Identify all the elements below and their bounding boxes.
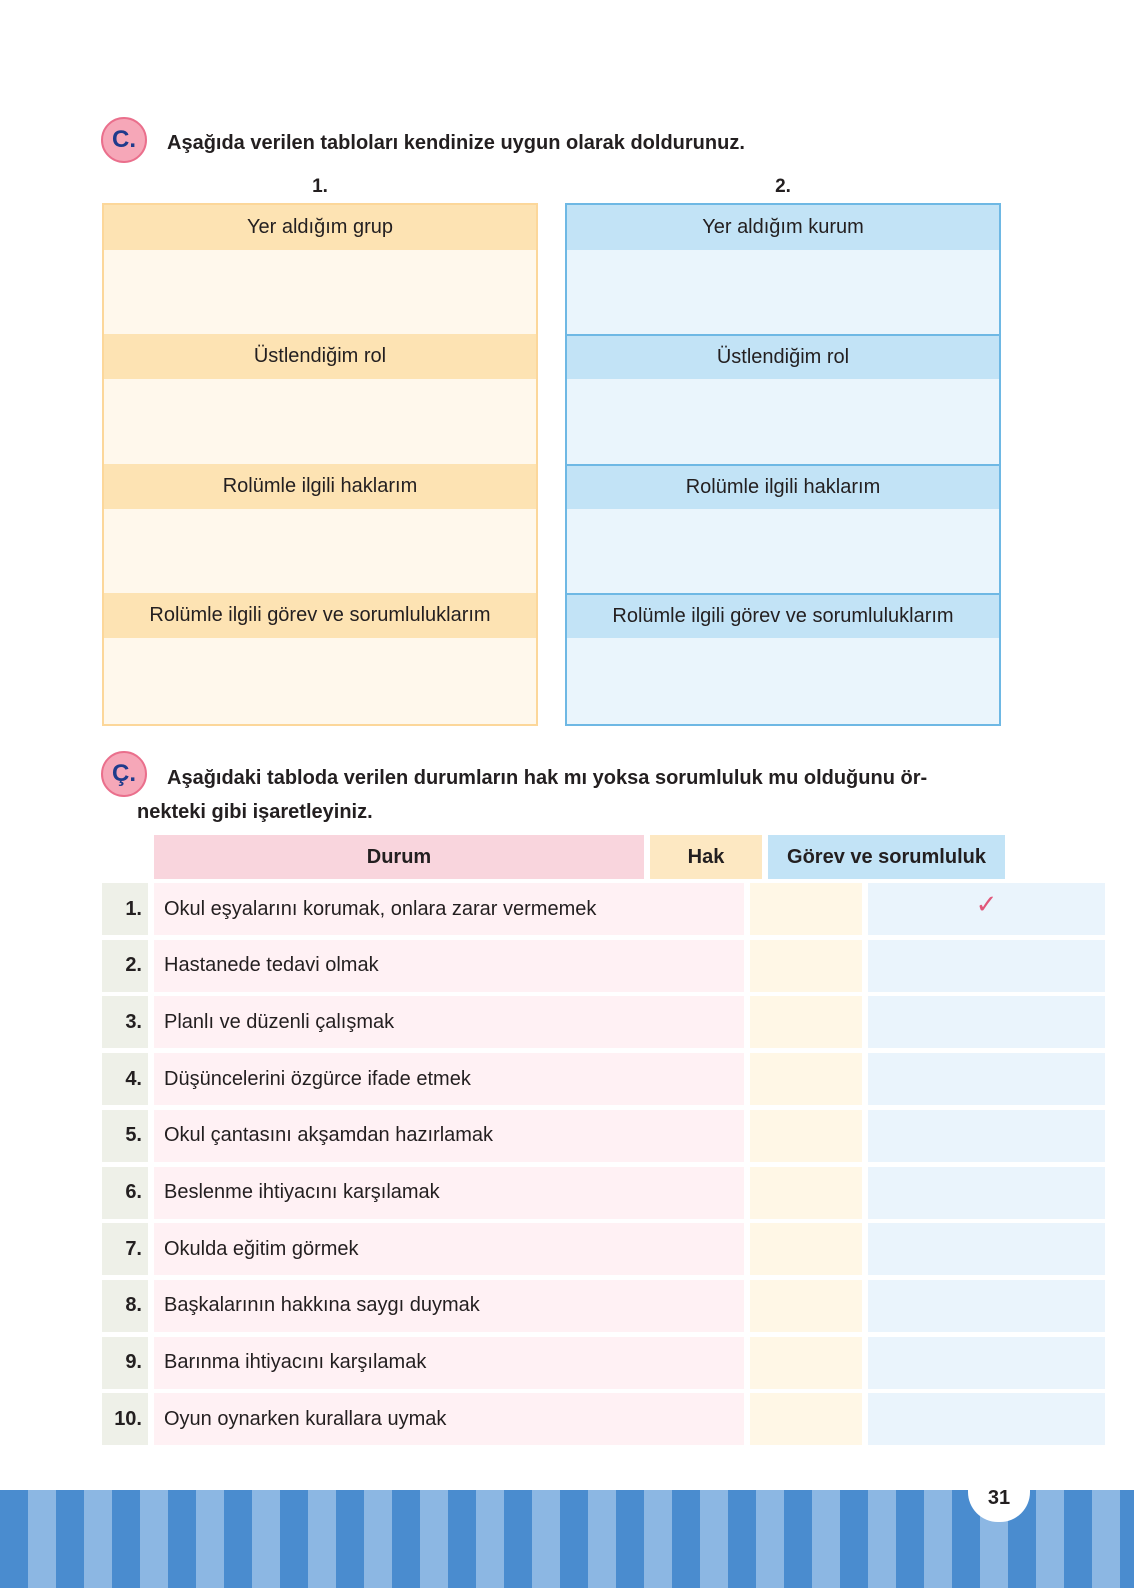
column-header-hak: Hak bbox=[650, 835, 762, 879]
row-gorev-cell[interactable] bbox=[868, 1167, 1105, 1219]
row-gorev-cell[interactable] bbox=[868, 1280, 1105, 1332]
section-c-instruction: Aşağıda verilen tabloları kendinize uygun olarak doldurunuz. bbox=[167, 132, 745, 154]
table-1-answer-group[interactable] bbox=[104, 250, 536, 334]
row-gorev-cell[interactable] bbox=[868, 883, 1105, 935]
row-durum-text: Okulda eğitim görmek bbox=[154, 1223, 744, 1275]
section-cc-instruction-line2: nekteki gibi işaretleyiniz. bbox=[137, 801, 373, 823]
table-1-answer-rights[interactable] bbox=[104, 509, 536, 593]
row-gorev-cell[interactable] bbox=[868, 1337, 1105, 1389]
row-gorev-cell[interactable] bbox=[868, 1393, 1105, 1445]
section-cc-badge bbox=[101, 751, 147, 797]
row-durum-text: Planlı ve düzenli çalışmak bbox=[154, 996, 744, 1048]
row-number: 4. bbox=[102, 1053, 148, 1105]
table-2-header-duties: Rolümle ilgili görev ve sorumluluklarım bbox=[567, 593, 999, 638]
row-hak-cell[interactable] bbox=[750, 1280, 862, 1332]
row-durum-text: Barınma ihtiyacını karşılamak bbox=[154, 1337, 744, 1389]
table-row bbox=[102, 1110, 1005, 1162]
row-number: 5. bbox=[102, 1110, 148, 1162]
section-c-badge-label: C. bbox=[112, 126, 136, 153]
table-2-number: 2. bbox=[775, 176, 791, 197]
row-hak-cell[interactable] bbox=[750, 940, 862, 992]
row-hak-cell[interactable] bbox=[750, 1393, 862, 1445]
table-2-header-institution: Yer aldığım kurum bbox=[567, 205, 999, 250]
table-row bbox=[102, 1053, 1005, 1105]
table-2-header-rights: Rolümle ilgili haklarım bbox=[567, 464, 999, 509]
table-row bbox=[102, 940, 1005, 992]
section-cc-badge-label: Ç. bbox=[112, 760, 136, 787]
row-number: 7. bbox=[102, 1223, 148, 1275]
table-row bbox=[102, 996, 1005, 1048]
row-number: 9. bbox=[102, 1337, 148, 1389]
row-durum-text: Okul eşyalarını korumak, onlara zarar vermemek bbox=[154, 883, 744, 935]
table-1-header-group: Yer aldığım grup bbox=[104, 205, 536, 250]
table-1-answer-role[interactable] bbox=[104, 379, 536, 464]
section-cc-instruction-line1: Aşağıdaki tabloda verilen durumların hak mı yoksa sorumluluk mu olduğunu ör- bbox=[167, 767, 928, 789]
table-row bbox=[102, 1393, 1005, 1445]
row-number: 6. bbox=[102, 1167, 148, 1219]
column-header-gorev: Görev ve sorumluluk bbox=[768, 835, 1005, 879]
footer-stripes bbox=[0, 1490, 1134, 1588]
table-2-answer-role[interactable] bbox=[567, 379, 999, 464]
table-row bbox=[102, 1280, 1005, 1332]
row-number: 1. bbox=[102, 883, 148, 935]
table-2-header-role: Üstlendiğim rol bbox=[567, 334, 999, 379]
row-durum-text: Düşüncelerini özgürce ifade etmek bbox=[154, 1053, 744, 1105]
row-gorev-cell[interactable] bbox=[868, 1053, 1105, 1105]
table-2-answer-rights[interactable] bbox=[567, 509, 999, 593]
page-number: 31 bbox=[968, 1474, 1030, 1522]
row-gorev-cell[interactable] bbox=[868, 940, 1105, 992]
row-durum-text: Oyun oynarken kurallara uymak bbox=[154, 1393, 744, 1445]
row-hak-cell[interactable] bbox=[750, 1337, 862, 1389]
table-row bbox=[102, 1167, 1005, 1219]
row-durum-text: Başkalarının hakkına saygı duymak bbox=[154, 1280, 744, 1332]
row-durum-text: Okul çantasını akşamdan hazırlamak bbox=[154, 1110, 744, 1162]
row-hak-cell[interactable] bbox=[750, 883, 862, 935]
row-gorev-cell[interactable] bbox=[868, 1223, 1105, 1275]
section-c-badge bbox=[101, 117, 147, 163]
table-row bbox=[102, 883, 1005, 935]
table-1-answer-duties[interactable] bbox=[104, 638, 536, 724]
row-hak-cell[interactable] bbox=[750, 996, 862, 1048]
row-durum-text: Hastanede tedavi olmak bbox=[154, 940, 744, 992]
table-row bbox=[102, 1337, 1005, 1389]
row-number: 2. bbox=[102, 940, 148, 992]
table-1-number: 1. bbox=[312, 176, 328, 197]
table-1-header-duties: Rolümle ilgili görev ve sorumluluklarım bbox=[104, 593, 536, 638]
fill-table-group bbox=[102, 203, 538, 726]
column-header-durum: Durum bbox=[154, 835, 644, 879]
table-2-answer-institution[interactable] bbox=[567, 250, 999, 334]
fill-table-institution bbox=[565, 203, 1001, 726]
row-number: 3. bbox=[102, 996, 148, 1048]
table-row bbox=[102, 1223, 1005, 1275]
check-mark-icon: ✓ bbox=[975, 888, 998, 919]
row-hak-cell[interactable] bbox=[750, 1223, 862, 1275]
row-gorev-cell[interactable] bbox=[868, 1110, 1105, 1162]
row-hak-cell[interactable] bbox=[750, 1053, 862, 1105]
row-hak-cell[interactable] bbox=[750, 1110, 862, 1162]
row-gorev-cell[interactable] bbox=[868, 996, 1105, 1048]
row-number: 8. bbox=[102, 1280, 148, 1332]
row-durum-text: Beslenme ihtiyacını karşılamak bbox=[154, 1167, 744, 1219]
table-2-answer-duties[interactable] bbox=[567, 638, 999, 724]
row-hak-cell[interactable] bbox=[750, 1167, 862, 1219]
row-number: 10. bbox=[102, 1393, 148, 1445]
table-1-header-role: Üstlendiğim rol bbox=[104, 334, 536, 379]
table-1-header-rights: Rolümle ilgili haklarım bbox=[104, 464, 536, 509]
